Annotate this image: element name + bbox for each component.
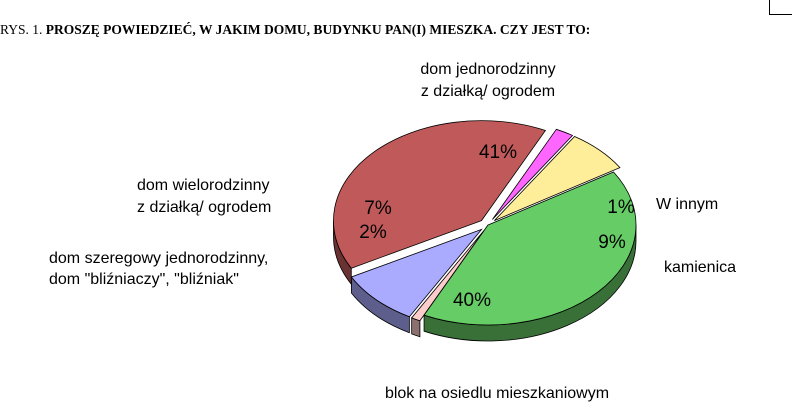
slice-value-label-blok: 40% bbox=[452, 290, 492, 311]
figure-number: RYS. 1. bbox=[0, 22, 43, 37]
slice-category-label-blok: blok na osiedlu mieszkaniowym bbox=[384, 385, 610, 402]
slice-category-label-wielorodzinny-1: dom wielorodzinny bbox=[137, 177, 270, 194]
slice-value-label-szeregowy: 2% bbox=[359, 222, 387, 243]
slice-category-label-jednorodzinny-1: dom jednorodzinny bbox=[420, 61, 556, 78]
slice-category-label-szeregowy-2: dom "bliźniaczy", "bliźniak" bbox=[49, 271, 239, 288]
slice-value-label-jednorodzinny: 41% bbox=[478, 142, 518, 163]
slice-value-label-wielorodzinny: 7% bbox=[364, 198, 392, 219]
slice-category-label-jednorodzinny-2: z działką/ ogrodem bbox=[420, 83, 556, 100]
slice-category-label-kamienica: kamienica bbox=[664, 259, 737, 276]
figure-question: PROSZĘ POWIEDZIEĆ, W JAKIM DOMU, BUDYNKU PAN(I) MIESZKA. CZY JEST TO: bbox=[45, 22, 591, 37]
slice-category-label-innym: W innym bbox=[656, 196, 719, 213]
slice-category-label-wielorodzinny-2: z działką/ ogrodem bbox=[137, 199, 272, 216]
slice-value-label-innym: 1% bbox=[607, 197, 635, 218]
slice-category-label-szeregowy-1: dom szeregowy jednorodzinny, bbox=[49, 250, 269, 267]
slice-value-label-kamienica: 9% bbox=[598, 232, 626, 253]
